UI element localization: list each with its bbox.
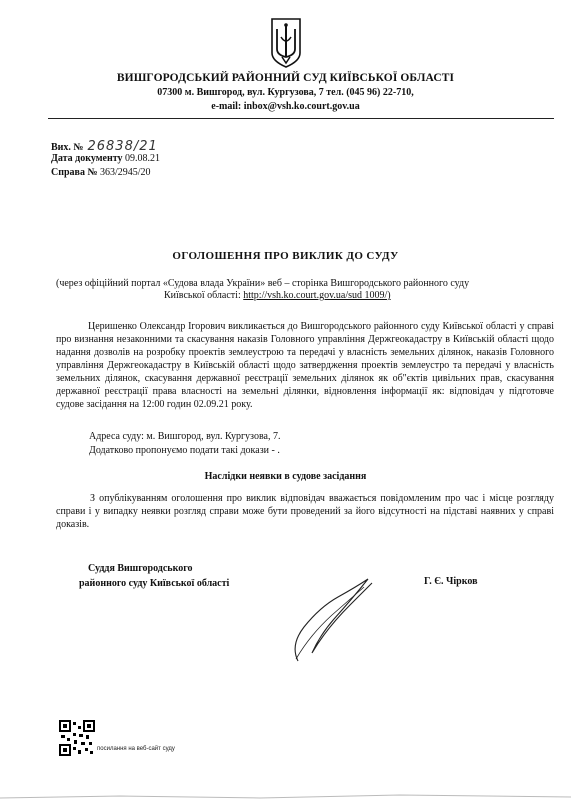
court-name: ВИШГОРОДСЬКИЙ РАЙОННИЙ СУД КИЇВСЬКОЇ ОБЛАСТІ: [116, 72, 455, 84]
court-address-line: Адреса суду: м. Вишгород, вул. Кургузова, 7.: [89, 431, 281, 442]
summons-text: Церишенко Олександр Ігорович викликається до Вишгородського районного суду Київської області у справі про визнання незаконними та скасування наказів Головного управління Держгеокадастру в Київській області щодо надання дозволів на розробку проектів землеустрою та передачі у власність земельних ділянок, наказів Головного управління Держгеокадастру в Київській області щодо затвердження проектів землеустро та передачі у власність земельних ділянок, скасування державної реєстрації земельних ділянок як об"єктів цивільних прав, скасування державної реєстрації права власності на земельні ділянки, відновлення інформації як: відповідач у підготовче судове засідання на 12:00 годин 02.09.21 року.: [56, 321, 554, 410]
document-date-value: 09.08.21: [125, 153, 160, 164]
notice-subtitle-line1: (через офіційний портал «Судова влада України» веб – сторінка Вишгородського районного суду: [56, 278, 470, 289]
case-number: [51, 167, 151, 178]
judge-name: Г. Є. Чірков: [424, 576, 478, 587]
trident-emblem-icon: [268, 17, 304, 69]
court-email: e-mail: inbox@vsh.ko.court.gov.ua: [211, 101, 360, 112]
consequences-title: Наслідки неявки в судове засідання: [204, 471, 367, 482]
summons-paragraph: [56, 320, 554, 411]
consequences-paragraph: З опублікуванням оголошення про виклик відповідач вважається повідомленим про час і місце розгляду справи і у випадку неявки розгляд справи може бути проведений за його відсутності на підставі наявних у справі доказів.: [56, 493, 554, 530]
outgoing-number-label: Вих. №: [51, 142, 84, 153]
outgoing-number-value: 26838/21: [87, 139, 158, 154]
document-date-label: Дата документу: [51, 153, 123, 164]
case-number-value: 363/2945/20: [100, 167, 151, 178]
court-address: 07300 м. Вишгород, вул. Кургузова, 7 тел. (045 96) 22-710,: [157, 87, 414, 98]
judge-title-line1: Суддя Вишгородського: [88, 563, 193, 574]
judge-title-line2: районного суду Київської області: [79, 578, 230, 589]
document-date: [51, 153, 160, 164]
notice-subtitle-prefix: Київської області: [164, 290, 238, 301]
scan-edge-artifact: [0, 790, 571, 800]
notice-subtitle-line2: Київської області: http://vsh.ko.court.gov.ua/sud 1009/): [164, 290, 391, 301]
header-divider: [48, 118, 554, 119]
case-number-label: Справа №: [51, 167, 98, 178]
outgoing-number: [51, 139, 158, 154]
handwritten-signature-icon: [260, 575, 400, 665]
evidence-line: Додатково пропонуємо подати такі докази - .: [89, 445, 280, 456]
court-website-link[interactable]: http://vsh.ko.court.gov.ua/sud 1009/): [243, 290, 391, 301]
qr-caption: посилання на веб-сайт суду: [97, 746, 175, 752]
notice-title: ОГОЛОШЕННЯ ПРО ВИКЛИК ДО СУДУ: [172, 250, 399, 262]
qr-code-icon[interactable]: [59, 720, 95, 756]
